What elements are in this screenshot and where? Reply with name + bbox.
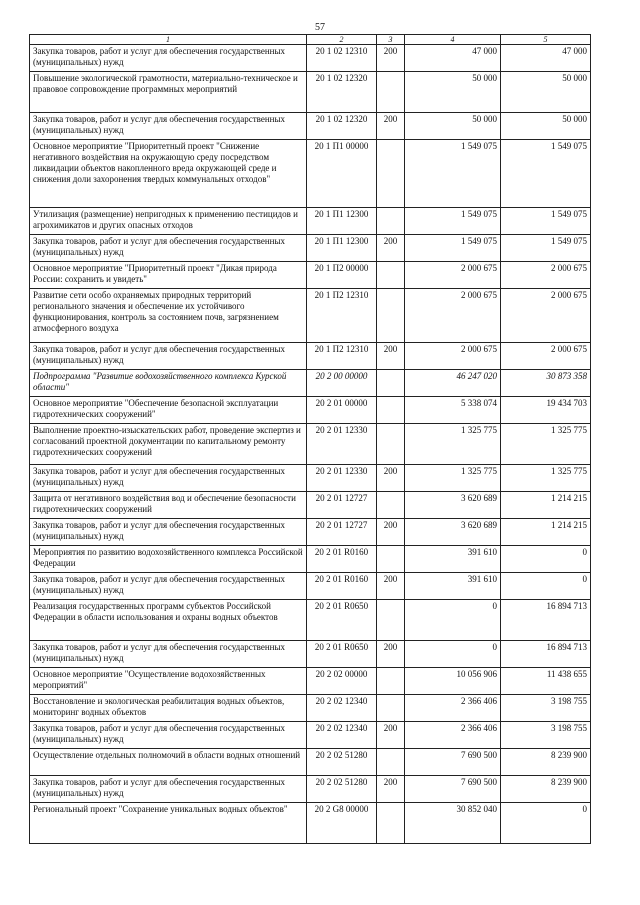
row-name-cell: Основное мероприятие "Приоритетный проект "Снижение негативного воздействия на окружающую среду посредством ликвидации объектов накопленного вреда окружающей среде и снижения доли захоронения твердых коммунальных отходов" [30,140,307,208]
row-code-cell: 20 1 П2 00000 [307,262,377,289]
row-value-2022-cell: 0 [501,803,591,844]
header-col-5: 5 [501,35,591,45]
row-value-2021-cell: 2 000 675 [405,289,501,343]
row-code-cell: 20 1 П1 12300 [307,235,377,262]
row-type-cell [377,289,405,343]
row-type-cell [377,492,405,519]
row-code-cell: 20 2 01 R0650 [307,641,377,668]
row-name-cell: Закупка товаров, работ и услуг для обеспечения государственных (муниципальных) нужд [30,519,307,546]
row-value-2021-cell: 2 366 406 [405,722,501,749]
row-type-cell: 200 [377,641,405,668]
row-name-cell: Закупка товаров, работ и услуг для обеспечения государственных (муниципальных) нужд [30,776,307,803]
row-name-cell: Подпрограмма "Развитие водохозяйственного комплекса Курской области" [30,370,307,397]
row-name-cell: Выполнение проектно-изыскательских работ, проведение экспертиз и согласований проектной документации по капитальному ремонту гидротехнических сооружений [30,424,307,465]
row-name-cell: Повышение экологической грамотности, материально-техническое и правовое сопровождение программных мероприятий [30,72,307,113]
row-type-cell [377,668,405,695]
row-value-2021-cell: 46 247 020 [405,370,501,397]
table-row [30,776,591,803]
row-type-cell: 200 [377,465,405,492]
table-row [30,722,591,749]
row-value-2021-cell: 3 620 689 [405,519,501,546]
row-name-cell: Осуществление отдельных полномочий в области водных отношений [30,749,307,776]
row-value-2022-cell: 50 000 [501,72,591,113]
row-type-cell [377,397,405,424]
table-row [30,397,591,424]
table-row [30,140,591,208]
row-value-2021-cell: 7 690 500 [405,749,501,776]
row-value-2022-cell: 3 198 755 [501,695,591,722]
row-type-cell: 200 [377,45,405,72]
row-type-cell [377,600,405,641]
row-name-cell: Восстановление и экологическая реабилитация водных объектов, мониторинг водных объектов [30,695,307,722]
row-value-2022-cell: 1 549 075 [501,235,591,262]
row-type-cell [377,424,405,465]
row-code-cell: 20 2 01 12727 [307,492,377,519]
row-value-2022-cell: 16 894 713 [501,641,591,668]
row-name-cell: Закупка товаров, работ и услуг для обеспечения государственных (муниципальных) нужд [30,343,307,370]
row-code-cell: 20 2 01 12330 [307,424,377,465]
row-value-2021-cell: 1 549 075 [405,208,501,235]
row-type-cell: 200 [377,776,405,803]
row-value-2022-cell: 2 000 675 [501,289,591,343]
row-value-2021-cell: 391 610 [405,546,501,573]
row-name-cell: Закупка товаров, работ и услуг для обеспечения государственных (муниципальных) нужд [30,45,307,72]
row-name-cell: Основное мероприятие "Осуществление водохозяйственных мероприятий" [30,668,307,695]
row-value-2022-cell: 1 214 215 [501,492,591,519]
header-col-2: 2 [307,35,377,45]
row-type-cell [377,140,405,208]
row-value-2021-cell: 0 [405,600,501,641]
table-row [30,600,591,641]
table-row [30,668,591,695]
row-code-cell: 20 1 П2 12310 [307,289,377,343]
row-name-cell: Мероприятия по развитию водохозяйственного комплекса Российской Федерации [30,546,307,573]
table-row [30,519,591,546]
row-value-2021-cell: 2 000 675 [405,343,501,370]
row-value-2021-cell: 0 [405,641,501,668]
table-row [30,72,591,113]
table-row [30,641,591,668]
row-type-cell [377,749,405,776]
row-type-cell [377,262,405,289]
row-value-2021-cell: 7 690 500 [405,776,501,803]
row-name-cell: Развитие сети особо охраняемых природных территорий регионального значения и обеспечение их устойчивого функционирования, контроль за состоянием почв, загрязнением атмосферного воздуха [30,289,307,343]
row-value-2022-cell: 1 325 775 [501,424,591,465]
row-value-2022-cell: 8 239 900 [501,749,591,776]
row-name-cell: Закупка товаров, работ и услуг для обеспечения государственных (муниципальных) нужд [30,573,307,600]
row-code-cell: 20 2 01 12330 [307,465,377,492]
header-col-1: 1 [30,35,307,45]
row-value-2021-cell: 5 338 074 [405,397,501,424]
row-name-cell: Защита от негативного воздействия вод и обеспечение безопасности гидротехнических сооружений [30,492,307,519]
row-code-cell: 20 1 П2 12310 [307,343,377,370]
row-value-2021-cell: 2 366 406 [405,695,501,722]
row-code-cell: 20 2 01 12727 [307,519,377,546]
row-code-cell: 20 2 02 51280 [307,749,377,776]
row-type-cell: 200 [377,722,405,749]
row-type-cell [377,72,405,113]
row-code-cell: 20 2 01 R0650 [307,600,377,641]
row-value-2022-cell: 50 000 [501,113,591,140]
table-row [30,343,591,370]
row-code-cell: 20 1 02 12320 [307,72,377,113]
row-type-cell [377,803,405,844]
row-name-cell: Региональный проект "Сохранение уникальных водных объектов" [30,803,307,844]
row-code-cell: 20 1 П1 00000 [307,140,377,208]
row-value-2021-cell: 10 056 906 [405,668,501,695]
row-value-2021-cell: 1 549 075 [405,140,501,208]
row-value-2021-cell: 1 549 075 [405,235,501,262]
table-body [30,45,591,844]
row-value-2021-cell: 50 000 [405,113,501,140]
row-name-cell: Закупка товаров, работ и услуг для обеспечения государственных (муниципальных) нужд [30,113,307,140]
row-code-cell: 20 2 02 12340 [307,695,377,722]
table-row [30,465,591,492]
row-name-cell: Закупка товаров, работ и услуг для обеспечения государственных (муниципальных) нужд [30,235,307,262]
row-value-2022-cell: 11 438 655 [501,668,591,695]
row-value-2022-cell: 30 873 358 [501,370,591,397]
budget-table [29,34,591,844]
row-value-2022-cell: 1 549 075 [501,208,591,235]
row-value-2022-cell: 2 000 675 [501,343,591,370]
table-row [30,492,591,519]
row-value-2021-cell: 50 000 [405,72,501,113]
row-name-cell: Утилизация (размещение) непригодных к применению пестицидов и агрохимикатов и других опасных отходов [30,208,307,235]
row-type-cell: 200 [377,343,405,370]
table-row [30,235,591,262]
table-row [30,546,591,573]
row-type-cell [377,208,405,235]
row-value-2021-cell: 391 610 [405,573,501,600]
row-value-2021-cell: 30 852 040 [405,803,501,844]
row-value-2021-cell: 1 325 775 [405,424,501,465]
row-code-cell: 20 2 G8 00000 [307,803,377,844]
row-value-2022-cell: 8 239 900 [501,776,591,803]
table-row [30,695,591,722]
row-value-2021-cell: 3 620 689 [405,492,501,519]
table-header [30,35,591,45]
row-name-cell: Закупка товаров, работ и услуг для обеспечения государственных (муниципальных) нужд [30,465,307,492]
table-row [30,424,591,465]
table-row [30,573,591,600]
table-row [30,45,591,72]
row-type-cell [377,695,405,722]
row-value-2021-cell: 2 000 675 [405,262,501,289]
row-code-cell: 20 1 П1 12300 [307,208,377,235]
row-type-cell: 200 [377,235,405,262]
row-type-cell [377,546,405,573]
row-code-cell: 20 1 02 12320 [307,113,377,140]
row-value-2021-cell: 1 325 775 [405,465,501,492]
row-name-cell: Закупка товаров, работ и услуг для обеспечения государственных (муниципальных) нужд [30,722,307,749]
row-name-cell: Реализация государственных программ субъектов Российской Федерации в области использования и охраны водных объектов [30,600,307,641]
row-value-2022-cell: 3 198 755 [501,722,591,749]
table-row [30,289,591,343]
row-value-2022-cell: 0 [501,546,591,573]
row-type-cell: 200 [377,573,405,600]
table-row [30,113,591,140]
row-code-cell: 20 2 02 00000 [307,668,377,695]
row-value-2022-cell: 1 549 075 [501,140,591,208]
row-type-cell: 200 [377,519,405,546]
row-name-cell: Основное мероприятие "Приоритетный проект "Дикая природа России: сохранить и увидеть" [30,262,307,289]
row-value-2022-cell: 47 000 [501,45,591,72]
row-value-2022-cell: 0 [501,573,591,600]
page-number: 57 [315,22,325,33]
row-code-cell: 20 2 00 00000 [307,370,377,397]
row-value-2021-cell: 47 000 [405,45,501,72]
table-row [30,803,591,844]
table-row [30,208,591,235]
header-row [30,35,591,45]
row-value-2022-cell: 2 000 675 [501,262,591,289]
row-name-cell: Основное мероприятие "Обеспечение безопасной эксплуатации гидротехнических сооружений" [30,397,307,424]
row-name-cell: Закупка товаров, работ и услуг для обеспечения государственных (муниципальных) нужд [30,641,307,668]
row-code-cell: 20 2 02 12340 [307,722,377,749]
header-col-3: 3 [377,35,405,45]
row-value-2022-cell: 1 325 775 [501,465,591,492]
table-row [30,370,591,397]
row-code-cell: 20 2 01 R0160 [307,573,377,600]
row-type-cell: 200 [377,113,405,140]
row-code-cell: 20 2 02 51280 [307,776,377,803]
table-row [30,749,591,776]
table-row [30,262,591,289]
row-code-cell: 20 1 02 12310 [307,45,377,72]
row-code-cell: 20 2 01 00000 [307,397,377,424]
row-value-2022-cell: 19 434 703 [501,397,591,424]
row-type-cell [377,370,405,397]
row-value-2022-cell: 1 214 215 [501,519,591,546]
header-col-4: 4 [405,35,501,45]
row-value-2022-cell: 16 894 713 [501,600,591,641]
row-code-cell: 20 2 01 R0160 [307,546,377,573]
